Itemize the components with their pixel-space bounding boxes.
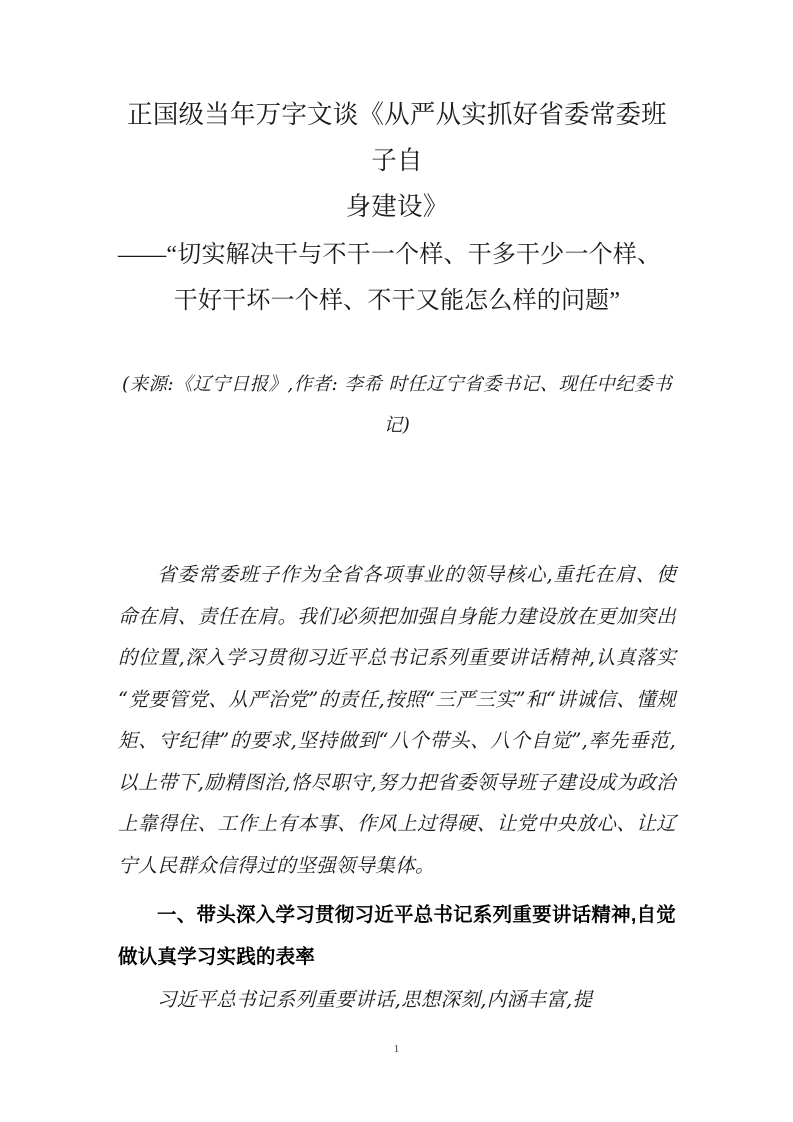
section-heading-one: 一、带头深入学习贯彻习近平总书记系列重要讲话精神,自觉做认真学习实践的表率 [118, 904, 676, 968]
subtitle-line-1: ——“切实解决干与不干一个样、干多干少一个样、 [118, 242, 662, 268]
section-one-paragraph: 习近平总书记系列重要讲话,思想深刻,内涵丰富,提 [157, 988, 593, 1011]
title-line-2: 身建设》 [345, 192, 449, 221]
title-line-1: 正国级当年万字文谈《从严从实抓好省委常委班子自 [127, 100, 667, 175]
document-body [118, 446, 676, 1021]
subtitle-line-2: 干好干坏一个样、不干又能怎么样的问题” [173, 288, 621, 314]
page-number: 1 [393, 1043, 400, 1055]
page-subtitle [118, 230, 676, 324]
intro-paragraph: 省委常委班子作为全省各项事业的领导核心,重托在肩、使命在肩、责任在肩。我们必须把加强自身能力建设放在更加突出的位置,深入学习贯彻习近平总书记系列重要讲话精神,认真落实“党要管党、从严治党”的责任,按照“三严三实”和“讲诚信、懂规矩、守纪律”的要求,坚持做到“八个带头、八个自觉”,率先垂范,以上带下,励精图治,恪尽职守,努力把省委领导班子建设成为政治上靠得住、工作上有本事、作风上过得硬、让党中央放心、让辽宁人民群众信得过的坚强领导集体。 [118, 563, 676, 877]
document-content-column [118, 0, 676, 1021]
page-title [118, 0, 676, 230]
source-attribution: (来源:《辽宁日报》,作者: 李希 时任辽宁省委书记、现任中纪委书记) [121, 374, 673, 436]
